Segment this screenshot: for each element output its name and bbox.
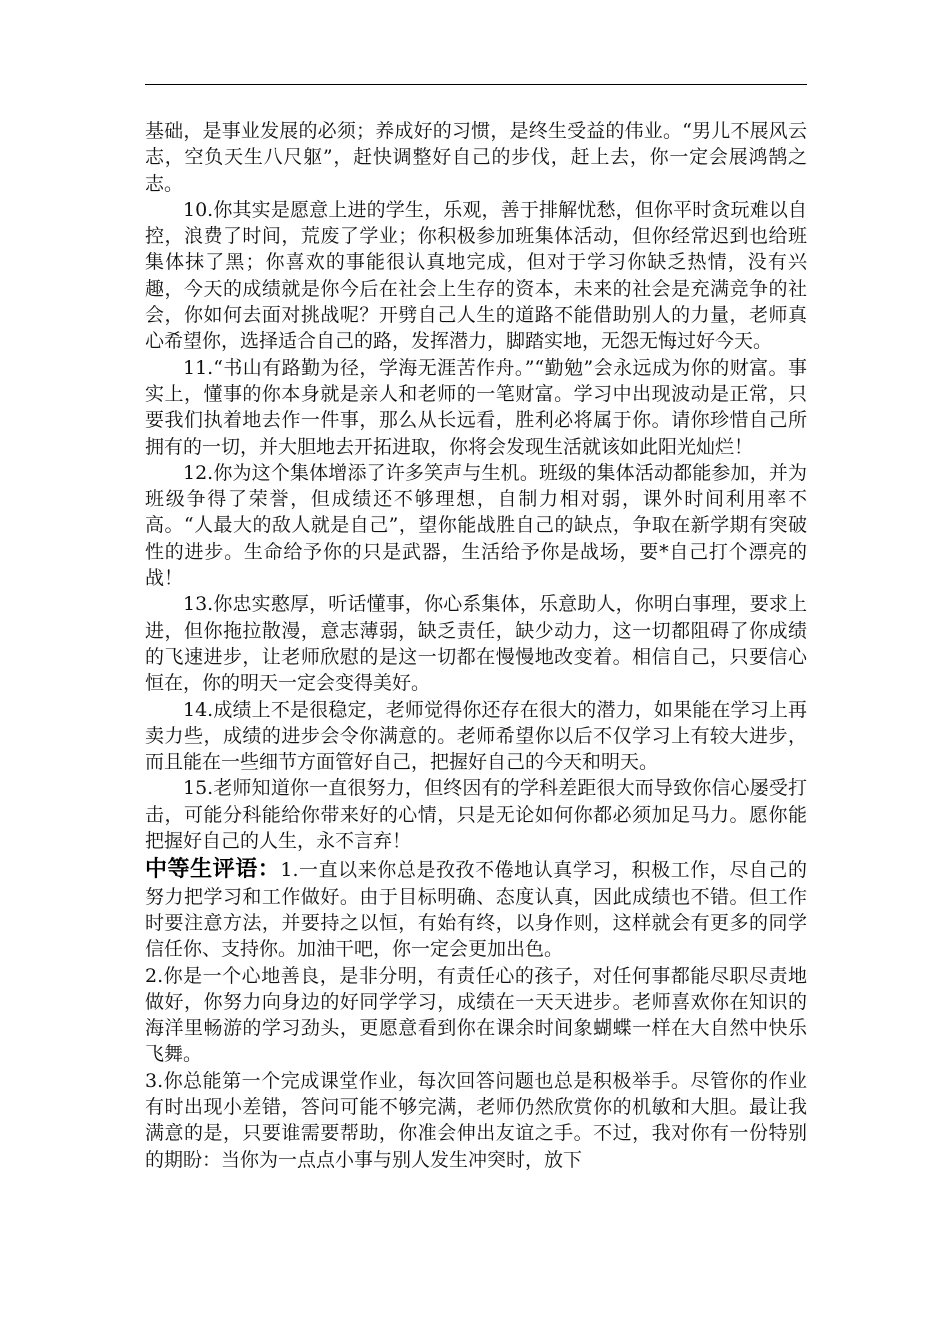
section-item-1: 1.一直以来你总是孜孜不倦地认真学习，积极工作，尽自己的努力把学习和工作做好。由于目标明确、态度认真，因此成绩也不错。但工作时要注意方法，并要持之以恒，有始有终，以身作则，这样就会有更多的同学信任你、支持你。加油干吧，你一定会更加出色。 <box>145 859 807 961</box>
section-title: 中等生评语： <box>145 857 281 883</box>
paragraph-item-12: 12.你为这个集体增添了许多笑声与生机。班级的集体活动都能参加，并为班级争得了荣誉，但成绩还不够理想，自制力相对弱，课外时间利用率不高。“人最大的敌人就是自己”，望你能战胜自己的缺点，争取在新学期有突破性的进步。生命给予你的只是武器，生活给予你是战场，要*自己打个漂亮的战！ <box>145 461 807 590</box>
document-body <box>145 118 807 1173</box>
header-rule <box>145 84 807 85</box>
paragraph-item-10: 10.你其实是愿意上进的学生，乐观，善于排解忧愁，但你平时贪玩难以自控，浪费了时间，荒废了学业；你积极参加班集体活动，但你经常迟到也给班集体抹了黑；你喜欢的事能很认真地完成，但对于学习你缺乏热情，没有兴趣，今天的成绩就是你今后在社会上生存的资本，未来的社会是充满竞争的社会，你如何去面对挑战呢？开劈自己人生的道路不能借助别人的力量，老师真心希望你，选择适合自己的路，发挥潜力，脚踏实地，无怨无悔过好今天。 <box>145 198 807 353</box>
section-item-3: 3.你总能第一个完成课堂作业，每次回答问题也总是积极举手。尽管你的作业有时出现小差错，答问可能不够完满，老师仍然欣赏你的机敏和大胆。最让我满意的是，只要谁需要帮助，你准会伸出友谊之手。不过，我对你有一份特别的期盼：当你为一点点小事与别人发生冲突时，放下 <box>145 1069 807 1171</box>
section-paragraph-1 <box>145 857 807 962</box>
paragraph-item-15: 15.老师知道你一直很努力，但终因有的学科差距很大而导致你信心屡受打击，可能分科能给你带来好的心情，只是无论如何你都必须加足马力。愿你能把握好自己的人生，永不言弃！ <box>145 777 807 853</box>
paragraph-item-13: 13.你忠实憨厚，听话懂事，你心系集体，乐意助人，你明白事理，要求上进，但你拖拉散漫，意志薄弱，缺乏责任，缺少动力，这一切都阻碍了你成绩的飞速进步，让老师欣慰的是这一切都在慢慢地改变着。相信自己，只要信心恒在，你的明天一定会变得美好。 <box>145 593 807 695</box>
paragraph-continuation: 基础，是事业发展的必须；养成好的习惯，是终生受益的伟业。“男儿不展风云志，空负天生八尺躯”，赶快调整好自己的步伐，赶上去，你一定会展鸿鹄之志。 <box>145 120 807 195</box>
paragraph-item-14: 14.成绩上不是很稳定，老师觉得你还存在很大的潜力，如果能在学习上再卖力些，成绩的进步会令你满意的。老师希望你以后不仅学习上有较大进步，而且能在一些细节方面管好自己，把握好自己的今天和明天。 <box>145 698 807 774</box>
paragraph-item-11: 11.“书山有路勤为径，学海无涯苦作舟。”“勤勉”会永远成为你的财富。事实上，懂事的你本身就是亲人和老师的一笔财富。学习中出现波动是正常，只要我们执着地去作一件事，那么从长远看，胜利必将属于你。请你珍惜自己所拥有的一切，并大胆地去开拓进取，你将会发现生活就该如此阳光灿烂！ <box>145 356 807 458</box>
section-item-2: 2.你是一个心地善良，是非分明，有责任心的孩子，对任何事都能尽职尽责地做好，你努力向身边的好同学学习，成绩在一天天进步。老师喜欢你在知识的海洋里畅游的学习劲头，更愿意看到你在课余时间象蝴蝶一样在大自然中快乐飞舞。 <box>145 964 807 1066</box>
